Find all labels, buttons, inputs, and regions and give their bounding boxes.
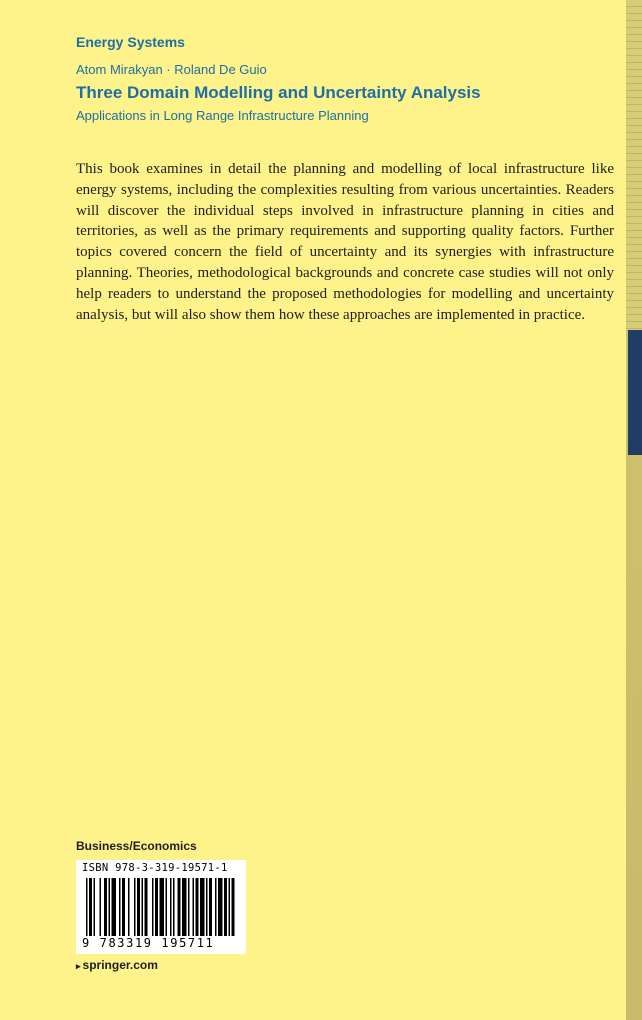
authors: Atom Mirakyan · Roland De Guio xyxy=(76,62,267,77)
book-description: This book examines in detail the planning and modelling of local infrastructure like energy systems, including the complexities resulting from various uncertainties. Readers will discover the individual steps involved in infrastructure planning in cities and territories, as well as the primary requirements and supporting quality factors. Further topics covered concern the field of uncertainty and its synergies with infrastructure planning. Theories, methodological backgrounds and concrete case studies will not only help readers to understand the proposed methodologies for modelling and uncertainty analysis, but will also show them how these approaches are implemented in practice. xyxy=(76,161,614,323)
series-name: Energy Systems xyxy=(76,34,185,50)
barcode xyxy=(76,860,246,954)
barcode-bars xyxy=(86,878,236,936)
book-title: Three Domain Modelling and Uncertainty Analysis xyxy=(76,83,481,102)
barcode-digits: 9 783319 195711 xyxy=(82,936,215,950)
isbn-label: ISBN 978-3-319-19571-1 xyxy=(82,862,228,874)
subject-category: Business/Economics xyxy=(76,839,197,853)
spine-edge-lines xyxy=(626,0,642,330)
spine-edge-dark-band xyxy=(628,330,642,455)
spine-edge xyxy=(626,0,642,1020)
publisher-url: springer.com xyxy=(82,958,158,972)
publisher-link[interactable] xyxy=(76,958,158,972)
book-subtitle: Applications in Long Range Infrastructure Planning xyxy=(76,108,369,123)
arrow-icon: ▸ xyxy=(76,961,81,971)
